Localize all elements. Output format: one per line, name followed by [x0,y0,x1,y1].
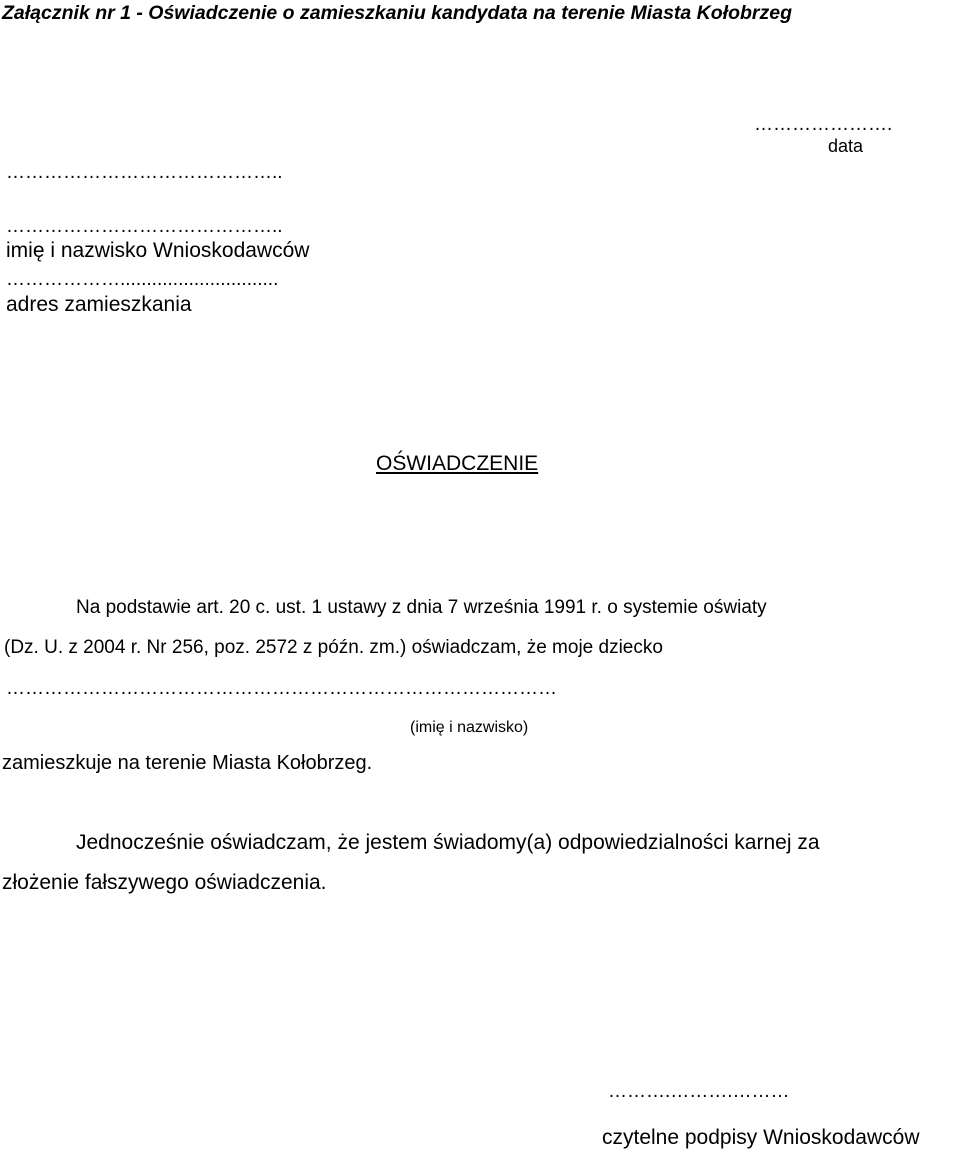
signature-label: czytelne podpisy Wnioskodawców [602,1126,920,1149]
child-name-label: (imię i nazwisko) [410,719,529,736]
address-line: ……………….............................. [6,269,279,290]
paragraph-2-line-1: Jednocześnie oświadczam, że jestem świadomy(a) odpowiedzialności karnej za [76,831,820,854]
child-name-line: …………………………………………………………………………… [6,678,557,699]
signature-line: ……….……….……… [608,1081,790,1102]
date-label: data [828,136,864,156]
document-title: Załącznik nr 1 - Oświadczenie o zamieszkaniu kandydata na terenie Miasta Kołobrzeg [2,2,792,24]
paragraph-2-line-2: złożenie fałszywego oświadczenia. [2,871,327,894]
date-placeholder: …………………. [754,114,893,135]
declaration-heading: OŚWIADCZENIE [376,452,539,475]
address-label: adres zamieszkania [6,293,192,316]
applicant-name-label: imię i nazwisko Wnioskodawców [6,239,310,262]
applicant-name-line-2: …………………………………….. [6,216,283,237]
paragraph-1-line-3: zamieszkuje na terenie Miasta Kołobrzeg. [2,752,373,774]
paragraph-1-line-1: Na podstawie art. 20 c. ust. 1 ustawy z dnia 7 września 1991 r. o systemie oświaty [76,597,767,618]
paragraph-1-line-2: (Dz. U. z 2004 r. Nr 256, poz. 2572 z późn. zm.) oświadczam, że moje dziecko [4,637,663,658]
applicant-name-line-1: …………………………………….. [6,162,283,183]
